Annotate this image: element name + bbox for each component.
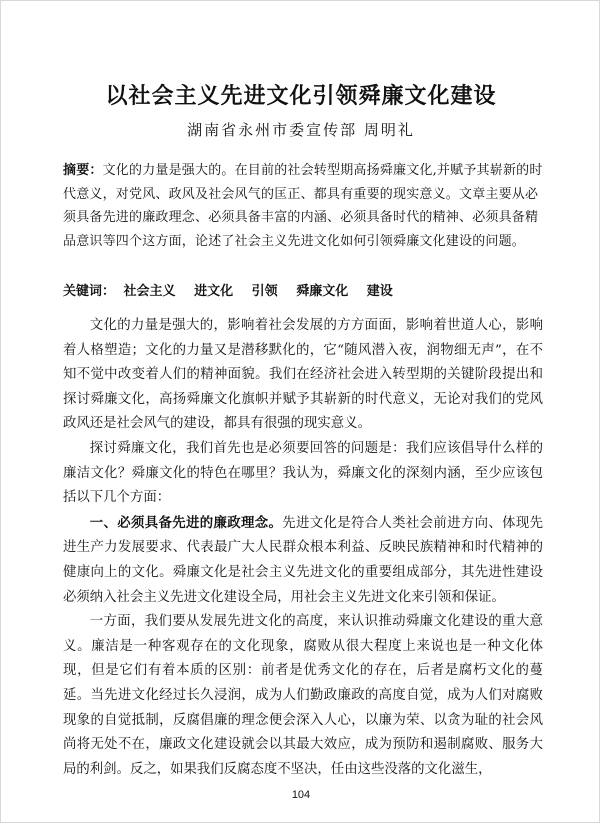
article-body [63,314,543,782]
paragraph-text: 一方面，我们要从发展先进文化的高度，来认识推动舜廉文化建设的重大意义。廉洁是一种客观存在的文化现象，腐败从很大程度上来说也是一种文化体现，但是它们有着本质的区别：前者是优秀文化的存在，后者是腐朽文化的蔓延。当先进文化经过长久浸润，成为人们勤政廉政的高度自觉，成为人们对腐败现象的自觉抵制，反腐倡廉的理念便会深入人心，以廉为荣、以贪为耻的社会风尚将无处不在，廉政文化建设就会以其最大效应，成为预防和遏制腐败、服务大局的利剑。反之，如果我们反腐态度不坚决，任由这些没落的文化滋生， [63,614,543,777]
body-paragraph [63,511,543,610]
abstract-text: 文化的力量是强大的。在目前的社会转型期高扬舜廉文化,并赋予其崭新的时代意义，对党风、政风及社会风气的匡正、都具有重要的现实意义。文章主要从必须具备先进的廉政理念、必须具备丰富的内涵、必须具备时代的精神、必须具备精品意识等四个这方面，论述了社会主义先进文化如何引领舜廉文化建设的问题。 [63,163,543,249]
body-paragraph [63,437,543,511]
section-heading: 一、必须具备先进的廉政理念。 [89,514,283,531]
keyword-item: 引领 [251,284,278,299]
keywords-label: 关键词： [63,284,116,299]
body-paragraph [63,314,543,437]
paragraph-text: 先进文化是符合人类社会前进方向、体现先进生产力发展要求、代表最广大人民群众根本利益、反映民族精神和时代精神的健康向上的文化。舜廉文化是社会主义先进文化的重要组成部分，其先进性建设必须纳入社会主义先进文化建设全局，用社会主义先进文化来引领和保证。 [63,515,544,605]
paragraph-text: 探讨舜廉文化，我们首先也是必须要回答的问题是：我们应该倡导什么样的廉洁文化？舜廉文化的特色在哪里？我认为，舜廉文化的深刻内涵，至少应该包括以下几个方面： [63,440,543,506]
keywords [63,280,543,299]
article-title: 以社会主义先进文化引领舜廉文化建设 [105,84,497,109]
keyword-item: 建设 [366,284,393,299]
author-line: 湖南省永州市委宣传部 周明礼 [187,121,415,139]
keyword-item: 社会主义 [123,284,176,299]
keyword-item: 舜廉文化 [296,284,349,299]
page-number: 104 [291,789,311,801]
paragraph-text: 文化的力量是强大的，影响着社会发展的方方面面，影响着世道人心，影响着人格塑造；文化的力量又是潜移默化的，它“随风潜入夜，润物细无声”，在不知不觉中改变着人们的精神面貌。我们在经济社会进入转型期的关键阶段提出和探讨舜廉文化，高扬舜廉文化旗帜并赋予其崭新的时代意义，无论对我们的党风政风还是社会风气的建设，都具有很强的现实意义。 [63,318,543,432]
abstract-label: 摘要： [63,163,103,178]
body-paragraph [63,610,543,782]
abstract [63,159,543,253]
keyword-item: 进文化 [194,284,234,299]
